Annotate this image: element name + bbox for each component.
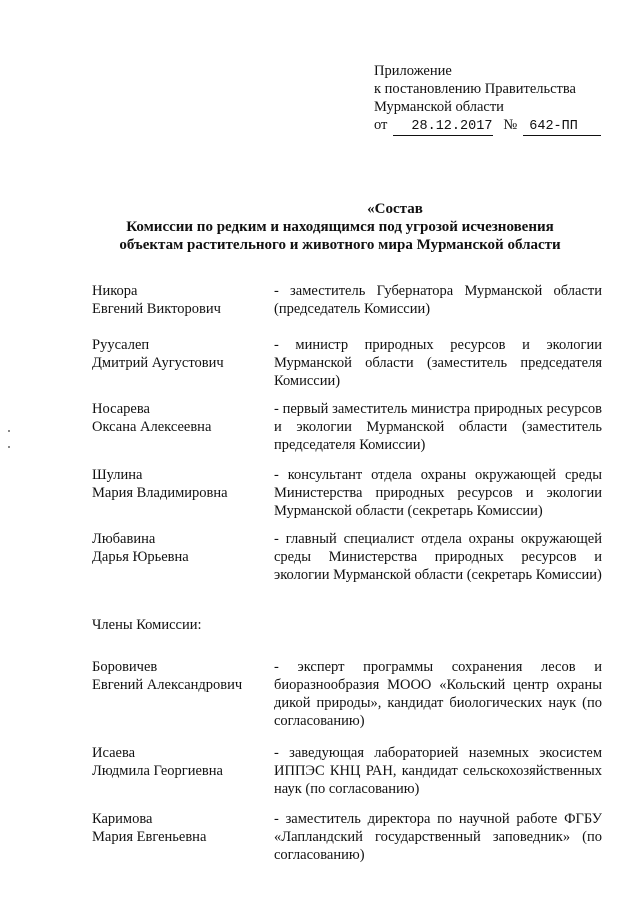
member-name (92, 658, 274, 744)
member-surname: Любавина (92, 531, 156, 547)
date-prefix: от (374, 117, 388, 133)
member-given-name: Дмитрий Аугустович (92, 355, 224, 371)
member-name (92, 530, 274, 616)
member-given-name: Людмила Георгиевна (92, 763, 223, 779)
list-item (92, 530, 602, 616)
member-name (92, 810, 274, 870)
member-position: - заместитель Губернатора Мурманской области (председатель Комиссии) (274, 283, 602, 317)
member-given-name: Евгений Викторович (92, 301, 221, 317)
members-section-label: Члены Комиссии: (92, 617, 202, 633)
member-name (92, 400, 274, 466)
list-item (92, 658, 602, 744)
resolution-number: 642-ПП (523, 119, 601, 136)
member-surname: Руусалеп (92, 337, 150, 353)
list-item (92, 466, 602, 530)
title-line-2: Комиссии по редким и находящимся под угрозой исчезновения (126, 219, 554, 235)
member-position: - консультант отдела охраны окружающей среды Министерства природных ресурсов и экологии Мурманской области (секретарь Комиссии) (274, 467, 602, 519)
member-name (92, 744, 274, 810)
member-surname: Боровичев (92, 659, 158, 675)
list-item (92, 282, 602, 336)
member-position: - эксперт программы сохранения лесов и биоразнообразия МООО «Кольский центр охраны дикой природы», кандидат биологических наук (по согласованию) (274, 659, 602, 729)
member-given-name: Дарья Юрьевна (92, 549, 189, 565)
date-number-line (374, 116, 601, 136)
member-name (92, 282, 274, 336)
resolution-ref: к постановлению Правительства (374, 81, 576, 97)
commission-list (92, 282, 602, 870)
region-ref: Мурманской области (374, 99, 504, 115)
document-title (60, 200, 620, 254)
member-surname: Шулина (92, 467, 143, 483)
member-position: - министр природных ресурсов и экологии Мурманской области (заместитель председателя Комиссии) (274, 337, 602, 389)
member-surname: Никора (92, 283, 138, 299)
member-position: - главный специалист отдела охраны окружающей среды Министерства природных ресурсов и экологии Мурманской области (секретарь Комиссии) (274, 531, 602, 583)
member-given-name: Евгений Александрович (92, 677, 243, 693)
member-name (92, 336, 274, 400)
member-position: - первый заместитель министра природных ресурсов и экологии Мурманской области (заместитель председателя Комиссии) (274, 401, 602, 453)
scan-speck (8, 430, 10, 432)
title-line-1: «Состав (367, 201, 423, 217)
list-item (92, 744, 602, 810)
appendix-label: Приложение (374, 63, 452, 79)
list-item (92, 810, 602, 870)
list-item (92, 400, 602, 466)
member-given-name: Мария Владимировна (92, 485, 228, 501)
member-surname: Исаева (92, 745, 136, 761)
member-given-name: Оксана Алексеевна (92, 419, 212, 435)
member-name (92, 466, 274, 530)
list-item (92, 336, 602, 400)
appendix-header (374, 62, 601, 136)
title-line-3: объектам растительного и животного мира Мурманской области (119, 237, 561, 253)
member-surname: Каримова (92, 811, 153, 827)
number-sign: № (503, 117, 518, 133)
member-position: - заместитель директора по научной работе ФГБУ «Лапландский государственный заповедник» (по согласованию) (274, 811, 602, 863)
member-position: - заведующая лабораторией наземных экосистем ИППЭС КНЦ РАН, кандидат сельскохозяйственных наук (по согласованию) (274, 745, 602, 797)
resolution-date: 28.12.2017 (393, 119, 493, 136)
scan-speck (8, 446, 10, 448)
member-given-name: Мария Евгеньевна (92, 829, 207, 845)
member-surname: Носарева (92, 401, 150, 417)
